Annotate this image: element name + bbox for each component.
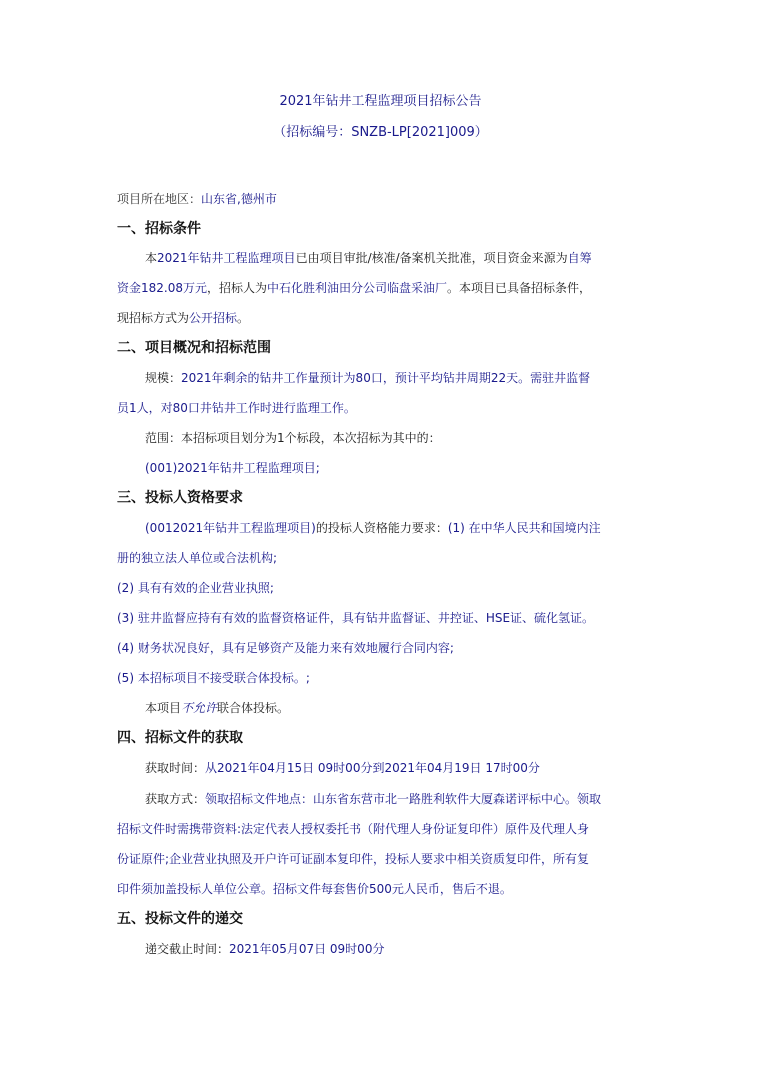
s4-method-line-4: 印件须加盖投标人单位公章。招标文件每套售价500元人民币，售后不退。 [117, 882, 512, 896]
s1-text: 。 [237, 311, 250, 325]
s2-lot-line: (001)2021年钻井工程监理项目; [145, 461, 320, 475]
s4-method-line-2: 招标文件时需携带资料:法定代表人授权委托书（附代理人身份证复印件）原件及代理人身 [117, 822, 590, 836]
req-5: (5) 本招标项目不接受联合体投标。; [117, 671, 310, 685]
region-value: 山东省,德州市 [201, 192, 277, 206]
scale-label: 规模： [145, 371, 182, 385]
s1-text: ，招标人为 [207, 281, 268, 295]
scale-value: 2021年剩余的钻井工作量预计为80口，预计平均钻井周期22天。需驻井监督 [181, 371, 591, 385]
tender-method: 公开招标 [189, 311, 238, 325]
s3-text: 本项目 [145, 701, 182, 715]
req-4: (4) 财务状况良好，具有足够资产及能力来有效地履行合同内容; [117, 641, 454, 655]
fund-amount: 资金182.08万元 [117, 281, 207, 295]
s1-text: 本 [145, 251, 158, 265]
s4-method-line-1 [145, 791, 685, 807]
time-value: 从2021年04月15日 09时00分到2021年04月19日 17时00分 [205, 761, 540, 775]
s4-method-line-3: 份证原件;企业营业执照及开户许可证副本复印件，投标人要求中相关资质复印件，所有复 [117, 852, 590, 866]
s2-scale-line-2: 员1人，对80口井钻井工作时进行监理工作。 [117, 401, 356, 415]
section-4-heading: 四、招标文件的获取 [117, 730, 243, 746]
s3-text: 的投标人资格能力要求： [315, 521, 448, 535]
req-2: (2) 具有有效的企业营业执照; [117, 581, 274, 595]
region-line [117, 191, 657, 207]
req-1: (1) 在中华人民共和国境内注 [447, 521, 601, 535]
req-3: (3) 驻井监督应持有有效的监督资格证件，具有钻井监督证、井控证、HSE证、硫化氢证。 [117, 611, 595, 625]
deadline-value: 2021年05月07日 09时00分 [229, 942, 385, 956]
lot-name: (0012021年钻井工程监理项目) [145, 521, 316, 535]
s4-time-line [145, 760, 685, 776]
s3-line-1 [145, 520, 685, 536]
s1-line-3 [117, 310, 657, 326]
section-2-heading: 二、项目概况和招标范围 [117, 340, 271, 356]
consortium-value: 不允许 [181, 701, 218, 715]
fund-source: 自筹 [567, 251, 592, 265]
section-5-heading: 五、投标文件的递交 [117, 911, 243, 927]
tender-number: （招标编号：SNZB-LP[2021]009） [273, 125, 488, 140]
tenderer: 中石化胜利油田分公司临盘采油厂 [267, 281, 448, 295]
s5-deadline-line [145, 941, 685, 957]
method-label: 获取方式： [145, 792, 206, 806]
s1-line-2 [117, 280, 657, 296]
s1-text: 现招标方式为 [117, 311, 190, 325]
region-label: 项目所在地区： [117, 192, 202, 206]
s1-text: 已由项目审批/核准/备案机关批准，项目资金来源为 [295, 251, 568, 265]
s3-line-2: 册的独立法人单位或合法机构; [117, 551, 278, 565]
section-3-heading: 三、投标人资格要求 [117, 490, 243, 506]
method-value: 领取招标文件地点：山东省东营市北一路胜利软件大厦森诺评标中心。领取 [205, 792, 602, 806]
s3-text: 联合体投标。 [217, 701, 290, 715]
s2-scope-line: 范围：本招标项目划分为1个标段，本次招标为其中的： [145, 431, 441, 445]
deadline-label: 递交截止时间： [145, 942, 230, 956]
page-title: 2021年钻井工程监理项目招标公告 [279, 94, 482, 109]
section-1-heading: 一、招标条件 [117, 221, 201, 237]
project-name: 2021年钻井工程监理项目 [157, 251, 296, 265]
time-label: 获取时间： [145, 761, 206, 775]
s1-text: 。本项目已具备招标条件， [447, 281, 592, 295]
s1-line-1 [145, 250, 685, 266]
s3-consortium-line [145, 700, 685, 716]
s2-scale-line [145, 370, 685, 386]
